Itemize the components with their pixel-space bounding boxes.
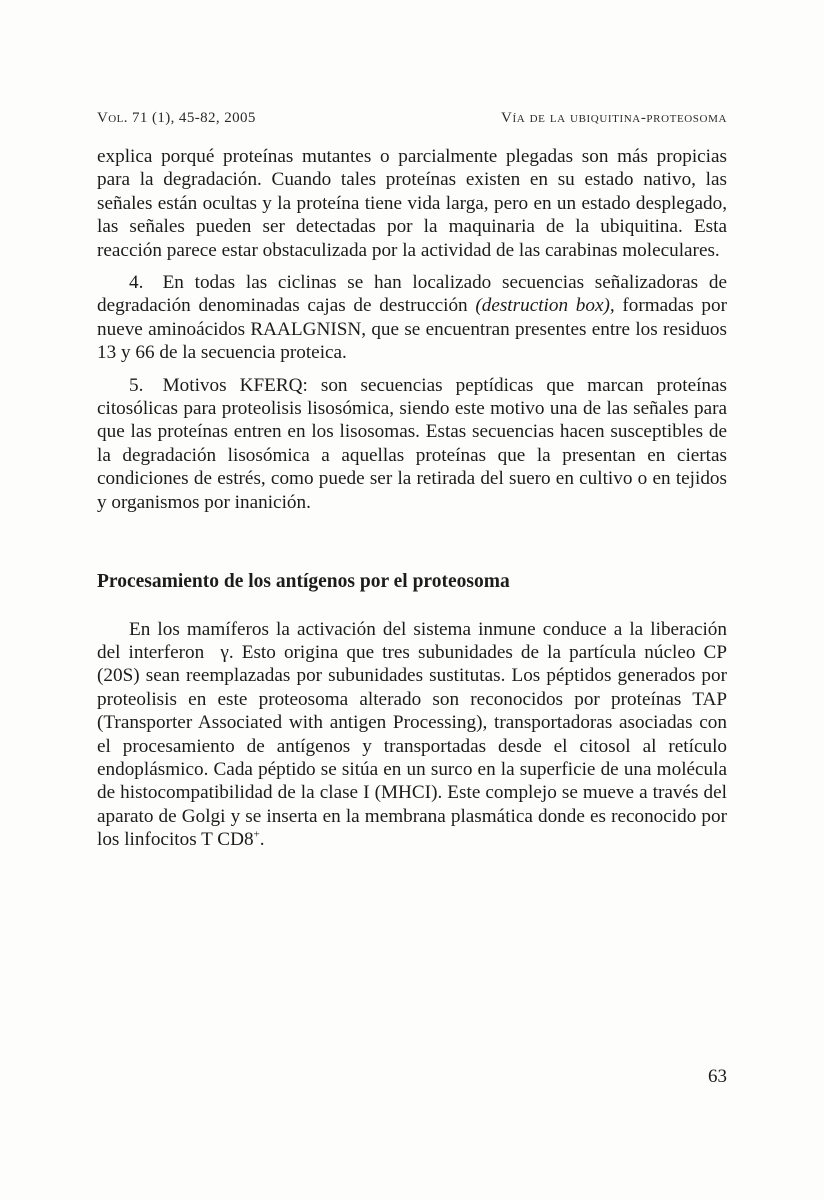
paragraph-continuation: explica porqué proteínas mutantes o parcialmente plegadas son más propicias para la degradación. Cuando tales proteínas existen en su estado nativo, las señales están ocultas y la proteína tiene vida larga, pero en un estado desplegado, las señales pueden ser detectadas por la maquinaria de la ubiquitina. Esta reacción parece estar obstaculizada por la actividad de las carabinas moleculares. bbox=[97, 146, 727, 261]
paragraph-item-5: 5. Motivos KFERQ: son secuencias peptídicas que marcan proteínas citosólicas para proteolisis lisosómica, siendo este motivo una de las señales para que las proteínas entren en los lisosomas. Estas secuencias hacen susceptibles de la degradación lisosómica a aquellas proteínas que la presentan en ciertas condiciones de estrés, como puede ser la retirada del suero en cultivo o en tejidos y organismos por inanición. bbox=[97, 374, 727, 513]
item-4-text-end: formadas por nueve aminoácidos RAALGNISN, que se encuentran presentes entre los residuos 13 y 66 de la secuencia proteica. bbox=[97, 295, 727, 364]
item-4-italic-term: (destruction box), bbox=[475, 295, 615, 317]
page-number: 63 bbox=[708, 1066, 727, 1087]
item-4-text: 4. En todas las ciclinas se han localizado secuencias señalizadoras de degradación denominadas cajas de destrucción bbox=[97, 272, 727, 317]
article-body bbox=[97, 145, 727, 852]
superscript-plus: + bbox=[253, 828, 260, 841]
journal-volume-header: Vol. 71 (1), 45-82, 2005 bbox=[97, 110, 256, 126]
paragraph-antigen-processing bbox=[97, 618, 727, 852]
article-title-header: Vía de la ubiquitina-proteosoma bbox=[501, 110, 727, 126]
antigen-text: En los mamíferos la activación del sistema inmune conduce a la liberación del interferon γ. Esto origina que tres subunidades de la partícula núcleo CP (20S) sean reemplazadas por subunidades sustitutas. Los péptidos generados por proteolisis en este proteosoma alterado son reconocidos por proteínas TAP (Transporter Associated with antigen Processing), transportadoras asociadas con el procesamiento de antígenos y transportadas desde el citosol al retículo endoplásmico. Cada péptido se sitúa en un surco en la superficie de una molécula de histocompatibilidad de la clase I (MHCI). Este complejo se mueve a través del aparato de Golgi y se inserta en la membrana plasmática donde es reconocido por los linfocitos T CD8 bbox=[97, 618, 727, 851]
paragraph-item-4 bbox=[97, 271, 727, 365]
section-heading: Procesamiento de los antígenos por el proteosoma bbox=[97, 571, 510, 593]
running-header bbox=[97, 110, 727, 127]
antigen-text-end: . bbox=[259, 829, 265, 851]
